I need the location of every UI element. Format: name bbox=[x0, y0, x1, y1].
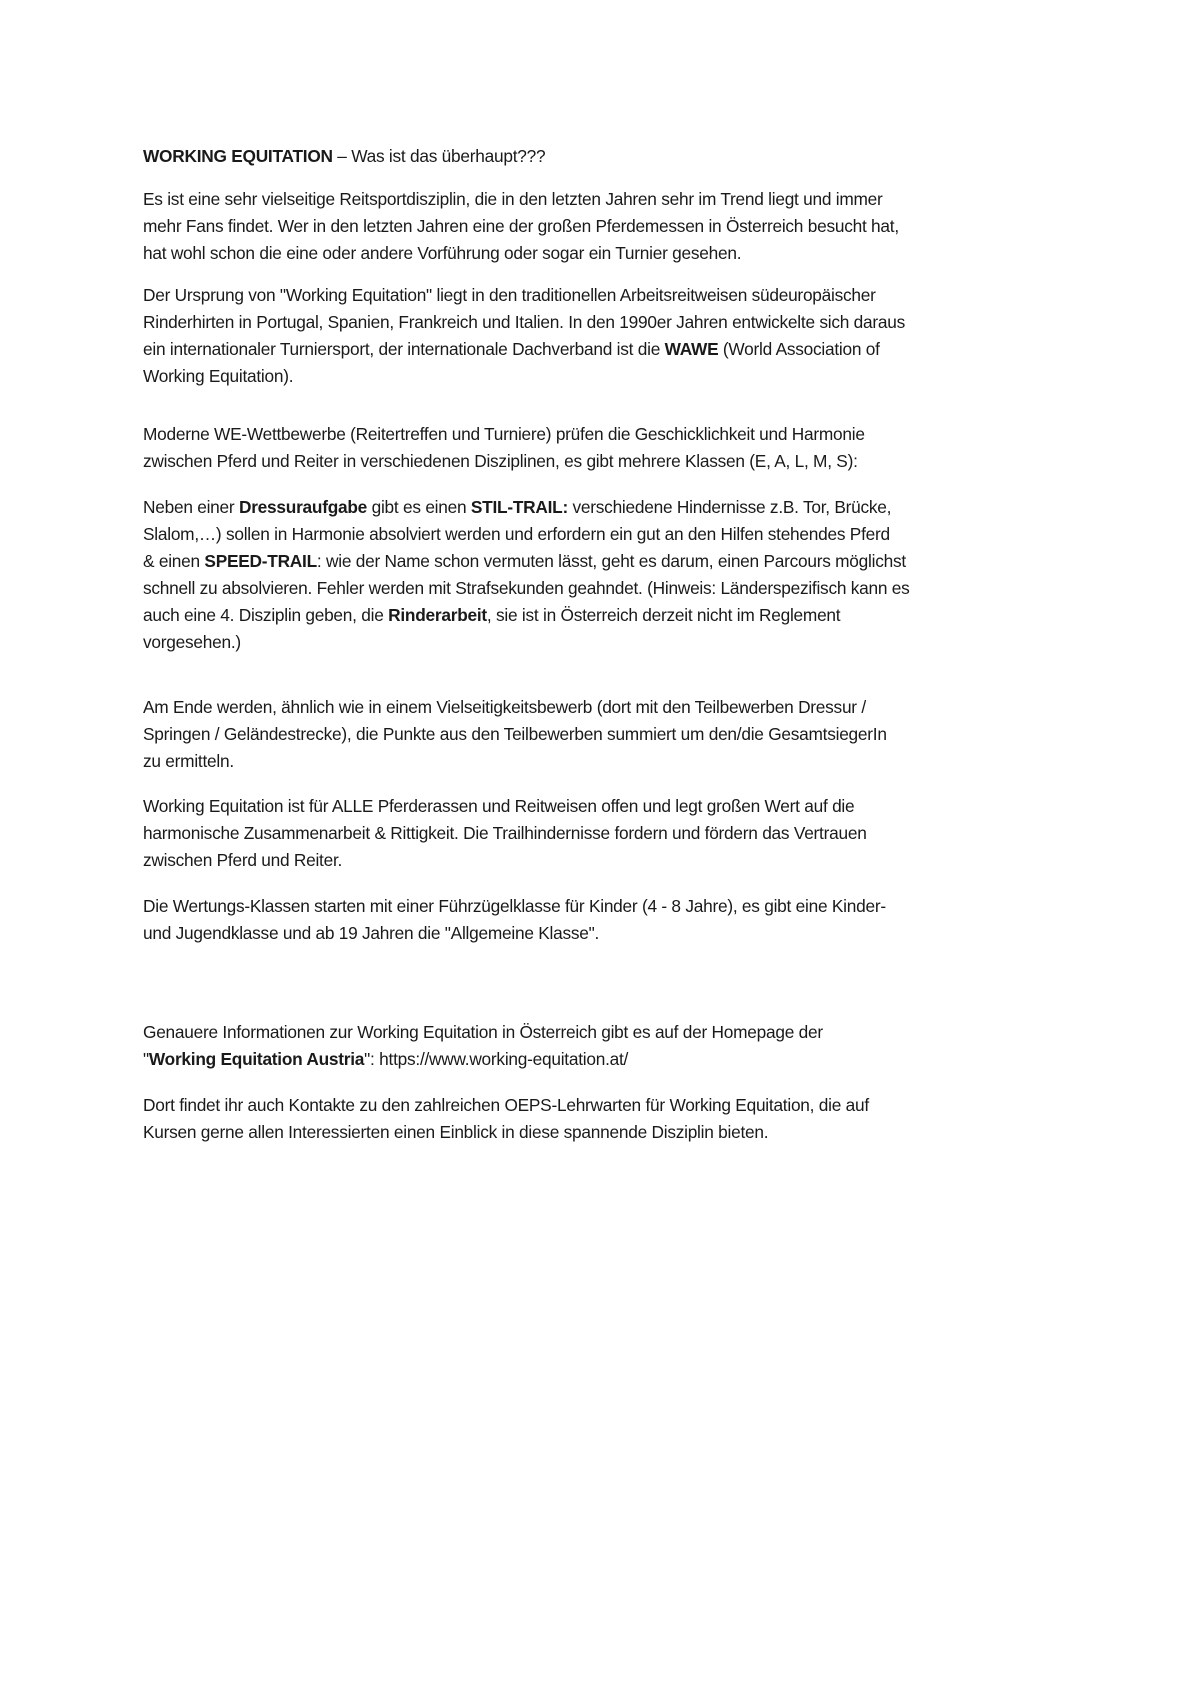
paragraph-line bbox=[143, 336, 905, 363]
text-segment: : wie der Name schon vermuten lässt, geht es darum, einen Parcours möglichst bbox=[316, 551, 906, 571]
paragraph-line: zwischen Pferd und Reiter. bbox=[143, 850, 343, 870]
paragraph-line: mehr Fans findet. Wer in den letzten Jahren eine der großen Pferdemessen in Österreich besucht hat, bbox=[143, 216, 899, 236]
text-segment: " bbox=[143, 1049, 149, 1069]
paragraph-line: zwischen Pferd und Reiter in verschiedenen Disziplinen, es gibt mehrere Klassen (E, A, L, M, S): bbox=[143, 451, 858, 471]
text-segment: Neben einer bbox=[143, 497, 239, 517]
paragraph-intro bbox=[143, 186, 899, 267]
paragraph-line: Es ist eine sehr vielseitige Reitsportdisziplin, die in den letzten Jahren sehr im Trend liegt und immer bbox=[143, 189, 883, 209]
text-segment: , sie ist in Österreich derzeit nicht im Reglement bbox=[486, 605, 841, 625]
text-segment: verschiedene Hindernisse z.B. Tor, Brücke, bbox=[567, 497, 892, 517]
text-segment: ein internationaler Turniersport, der internationale Dachverband ist die bbox=[143, 339, 665, 359]
paragraph-line bbox=[143, 548, 910, 575]
paragraph-contacts bbox=[143, 1092, 869, 1146]
paragraph-line: hat wohl schon die eine oder andere Vorführung oder sogar ein Turnier gesehen. bbox=[143, 243, 742, 263]
homepage-link[interactable]: https://www.working-equitation.at/ bbox=[379, 1049, 629, 1069]
paragraph-line: Kursen gerne allen Interessierten einen Einblick in diese spannende Disziplin bieten. bbox=[143, 1122, 769, 1142]
paragraph-line: Springen / Geländestrecke), die Punkte aus den Teilbewerben summiert um den/die GesamtsiegerIn bbox=[143, 724, 887, 744]
paragraph-more-info bbox=[143, 1019, 823, 1073]
paragraph-origin bbox=[143, 282, 905, 390]
paragraph-line: Slalom,…) sollen in Harmonie absolviert werden und erfordern ein gut an den Hilfen stehendes Pferd bbox=[143, 524, 890, 544]
paragraph-line: und Jugendklasse und ab 19 Jahren die "Allgemeine Klasse". bbox=[143, 923, 600, 943]
wea-bold: Working Equitation Austria bbox=[148, 1049, 365, 1069]
rinderarbeit-bold: Rinderarbeit bbox=[388, 605, 487, 625]
text-segment: gibt es einen bbox=[367, 497, 471, 517]
paragraph-line: Die Wertungs-Klassen starten mit einer Führzügelklasse für Kinder (4 - 8 Jahre), es gibt eine Kinder- bbox=[143, 896, 886, 916]
paragraph-disciplines bbox=[143, 494, 910, 656]
paragraph-line bbox=[143, 602, 910, 629]
paragraph-classes bbox=[143, 893, 886, 947]
text-segment: (World Association of bbox=[718, 339, 880, 359]
wawe-bold: WAWE bbox=[664, 339, 719, 359]
paragraph-scoring bbox=[143, 694, 887, 775]
paragraph-line: vorgesehen.) bbox=[143, 632, 241, 652]
paragraph-line bbox=[143, 494, 910, 521]
paragraph-line: schnell zu absolvieren. Fehler werden mit Strafsekunden geahndet. (Hinweis: Länderspezifisch kann es bbox=[143, 578, 910, 598]
stil-trail-bold: STIL-TRAIL: bbox=[470, 497, 568, 517]
paragraph-line: harmonische Zusammenarbeit & Rittigkeit. Die Trailhindernisse fordern und fördern das Vertrauen bbox=[143, 823, 867, 843]
paragraph-line: Dort findet ihr auch Kontakte zu den zahlreichen OEPS-Lehrwarten für Working Equitation, die auf bbox=[143, 1095, 869, 1115]
paragraph-line: Genauere Informationen zur Working Equitation in Österreich gibt es auf der Homepage der bbox=[143, 1022, 823, 1042]
speed-trail-bold: SPEED-TRAIL bbox=[204, 551, 317, 571]
document-title bbox=[143, 143, 545, 170]
paragraph-competitions bbox=[143, 421, 865, 475]
paragraph-line: Moderne WE-Wettbewerbe (Reitertreffen und Turniere) prüfen die Geschicklichkeit und Harmonie bbox=[143, 424, 865, 444]
title-rest: – Was ist das überhaupt??? bbox=[332, 146, 546, 166]
paragraph-open-to-all bbox=[143, 793, 867, 874]
text-segment: ": bbox=[364, 1049, 380, 1069]
paragraph-line: Working Equitation ist für ALLE Pferderassen und Reitweisen offen und legt großen Wert auf die bbox=[143, 796, 855, 816]
title-bold: WORKING EQUITATION bbox=[143, 146, 333, 166]
text-segment: & einen bbox=[143, 551, 205, 571]
paragraph-line: Am Ende werden, ähnlich wie in einem Vielseitigkeitsbewerb (dort mit den Teilbewerben Dressur / bbox=[143, 697, 866, 717]
paragraph-line bbox=[143, 1046, 823, 1073]
text-segment: auch eine 4. Disziplin geben, die bbox=[143, 605, 389, 625]
paragraph-line: Der Ursprung von "Working Equitation" liegt in den traditionellen Arbeitsreitweisen südeuropäischer bbox=[143, 285, 876, 305]
dressuraufgabe-bold: Dressuraufgabe bbox=[238, 497, 368, 517]
paragraph-line: zu ermitteln. bbox=[143, 751, 234, 771]
paragraph-line: Working Equitation). bbox=[143, 366, 294, 386]
paragraph-line: Rinderhirten in Portugal, Spanien, Frankreich und Italien. In den 1990er Jahren entwickelte sich daraus bbox=[143, 312, 905, 332]
